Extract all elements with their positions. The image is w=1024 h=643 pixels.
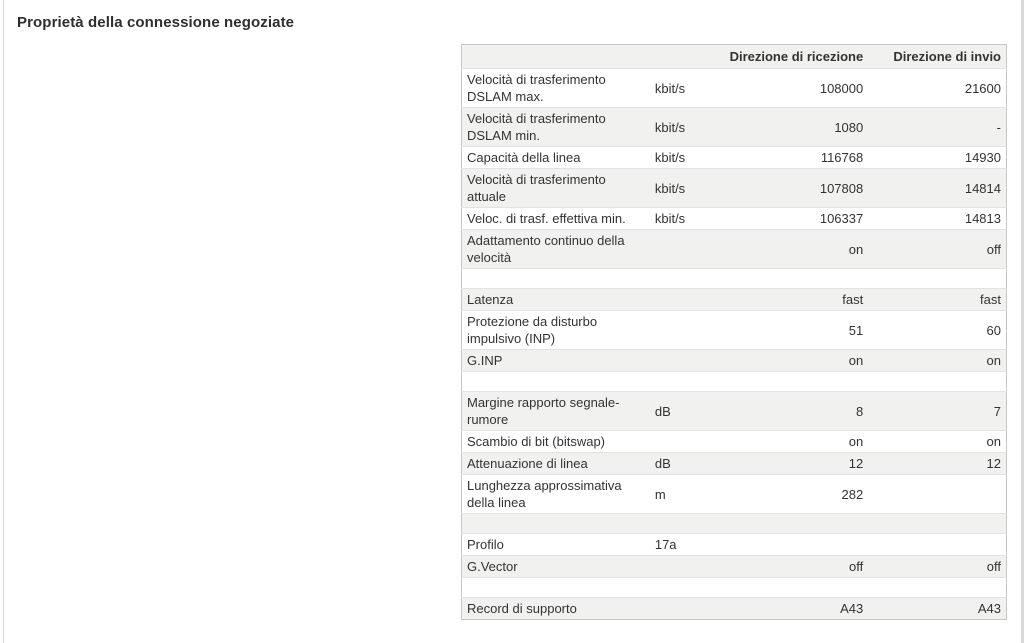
row-value-tx: 14813: [964, 211, 1001, 226]
row-value-tx: [868, 269, 1006, 289]
row-unit: 17a: [654, 537, 677, 552]
row-unit: [650, 350, 720, 372]
header-send-direction: Direzione di invio: [868, 45, 1006, 69]
row-unit: [650, 431, 720, 453]
table-row: [462, 431, 1007, 453]
table-row: [462, 108, 1007, 147]
row-value-rx: [720, 534, 868, 556]
row-value-rx: on: [848, 353, 864, 368]
row-label: Profilo: [467, 537, 504, 552]
row-unit: [650, 311, 720, 350]
row-value-tx: 14930: [964, 150, 1001, 165]
negotiated-connection-properties-table: [461, 44, 1007, 620]
row-label: G.INP: [467, 353, 503, 368]
row-label: Attenuazione di linea: [467, 456, 588, 471]
row-value-rx: on: [848, 434, 864, 449]
row-unit: m: [654, 486, 666, 502]
row-unit: dB: [654, 456, 671, 471]
row-unit: [650, 269, 720, 289]
row-value-tx: [868, 475, 1006, 514]
row-value-rx: [720, 514, 868, 534]
row-value-tx: [868, 372, 1006, 392]
row-label: Velocità di trasferimento DSLAM min.: [467, 111, 606, 143]
row-value-rx: 282: [841, 486, 864, 502]
row-value-tx: off: [986, 241, 1001, 257]
content-left-border: [3, 0, 4, 643]
table-row: [462, 230, 1007, 269]
row-value-rx: off: [849, 559, 864, 574]
row-label: Capacità della linea: [467, 150, 581, 165]
row-value-tx: 21600: [964, 80, 1001, 96]
row-label: [462, 578, 650, 598]
row-value-tx: off: [986, 559, 1001, 574]
row-value-rx: 106337: [819, 211, 864, 226]
row-value-rx: 116768: [820, 150, 864, 165]
row-value-rx: 12: [848, 456, 864, 471]
row-value-rx: [720, 269, 868, 289]
row-value-tx: 7: [993, 403, 1001, 419]
table-row: [462, 69, 1007, 108]
table-row: [462, 350, 1007, 372]
row-value-tx: [868, 578, 1006, 598]
row-value-rx: 107808: [819, 180, 864, 196]
row-unit: [650, 556, 720, 578]
row-label: Scambio di bit (bitswap): [467, 434, 605, 449]
row-value-rx: fast: [842, 292, 864, 307]
row-value-rx: 1080: [834, 119, 864, 135]
row-unit: kbit/s: [654, 119, 686, 135]
header-unit-col: [650, 45, 720, 69]
row-label: Protezione da disturbo impulsivo (INP): [467, 314, 598, 346]
spacer-row: [462, 514, 1007, 534]
table-row: [462, 598, 1007, 620]
spacer-row: [462, 372, 1007, 392]
spacer-row: [462, 578, 1007, 598]
table-row: [462, 392, 1007, 431]
row-value-tx: on: [986, 353, 1001, 368]
row-label: G.Vector: [467, 559, 518, 574]
table-header-row: [462, 45, 1007, 69]
row-label: [462, 372, 650, 392]
row-value-tx: 60: [986, 322, 1001, 338]
row-value-tx: fast: [980, 292, 1001, 307]
row-label: Lunghezza approssimativa della linea: [467, 478, 622, 510]
header-receive-direction: Direzione di ricezione: [720, 45, 868, 69]
row-value-rx: 108000: [819, 80, 864, 96]
table-row: [462, 534, 1007, 556]
spacer-row: [462, 269, 1007, 289]
table-row: [462, 208, 1007, 230]
row-label: Record di supporto: [467, 601, 577, 616]
row-value-tx: [868, 514, 1006, 534]
row-value-tx: on: [986, 434, 1001, 449]
row-unit: [650, 578, 720, 598]
row-unit: [650, 372, 720, 392]
row-value-tx: 12: [986, 456, 1001, 471]
row-unit: [650, 289, 720, 311]
row-unit: kbit/s: [654, 80, 686, 96]
row-label: Margine rapporto segnale-rumore: [467, 395, 620, 427]
row-value-rx: 8: [856, 403, 864, 419]
table-row: [462, 556, 1007, 578]
row-label: [462, 269, 650, 289]
row-value-rx: A43: [840, 601, 864, 616]
table-row: [462, 147, 1007, 169]
row-label: Veloc. di trasf. effettiva min.: [467, 211, 626, 226]
row-unit: kbit/s: [654, 180, 686, 196]
table-row: [462, 453, 1007, 475]
row-label: Latenza: [467, 292, 514, 307]
row-value-tx: A43: [977, 601, 1001, 616]
row-label: [462, 514, 650, 534]
row-value-tx: -: [996, 119, 1001, 135]
row-label: Velocità di trasferimento attuale: [467, 172, 606, 204]
row-value-tx: 14814: [964, 180, 1001, 196]
table-row: [462, 289, 1007, 311]
row-label: Velocità di trasferimento DSLAM max.: [467, 72, 606, 104]
row-unit: [650, 230, 720, 269]
row-unit: kbit/s: [654, 211, 686, 226]
row-value-tx: [868, 534, 1006, 556]
row-value-rx: [720, 372, 868, 392]
table-row: [462, 169, 1007, 208]
row-unit: [650, 598, 720, 620]
table-row: [462, 311, 1007, 350]
row-unit: [650, 514, 720, 534]
row-unit: dB: [654, 403, 671, 419]
row-value-rx: 51: [848, 322, 864, 338]
page-title: Proprietà della connessione negoziate: [17, 14, 295, 31]
row-value-rx: on: [848, 241, 864, 257]
row-unit: kbit/s: [654, 150, 686, 165]
row-label: Adattamento continuo della velocità: [467, 233, 625, 265]
header-label-col: [462, 45, 650, 69]
row-value-rx: [720, 578, 868, 598]
table-row: [462, 475, 1007, 514]
